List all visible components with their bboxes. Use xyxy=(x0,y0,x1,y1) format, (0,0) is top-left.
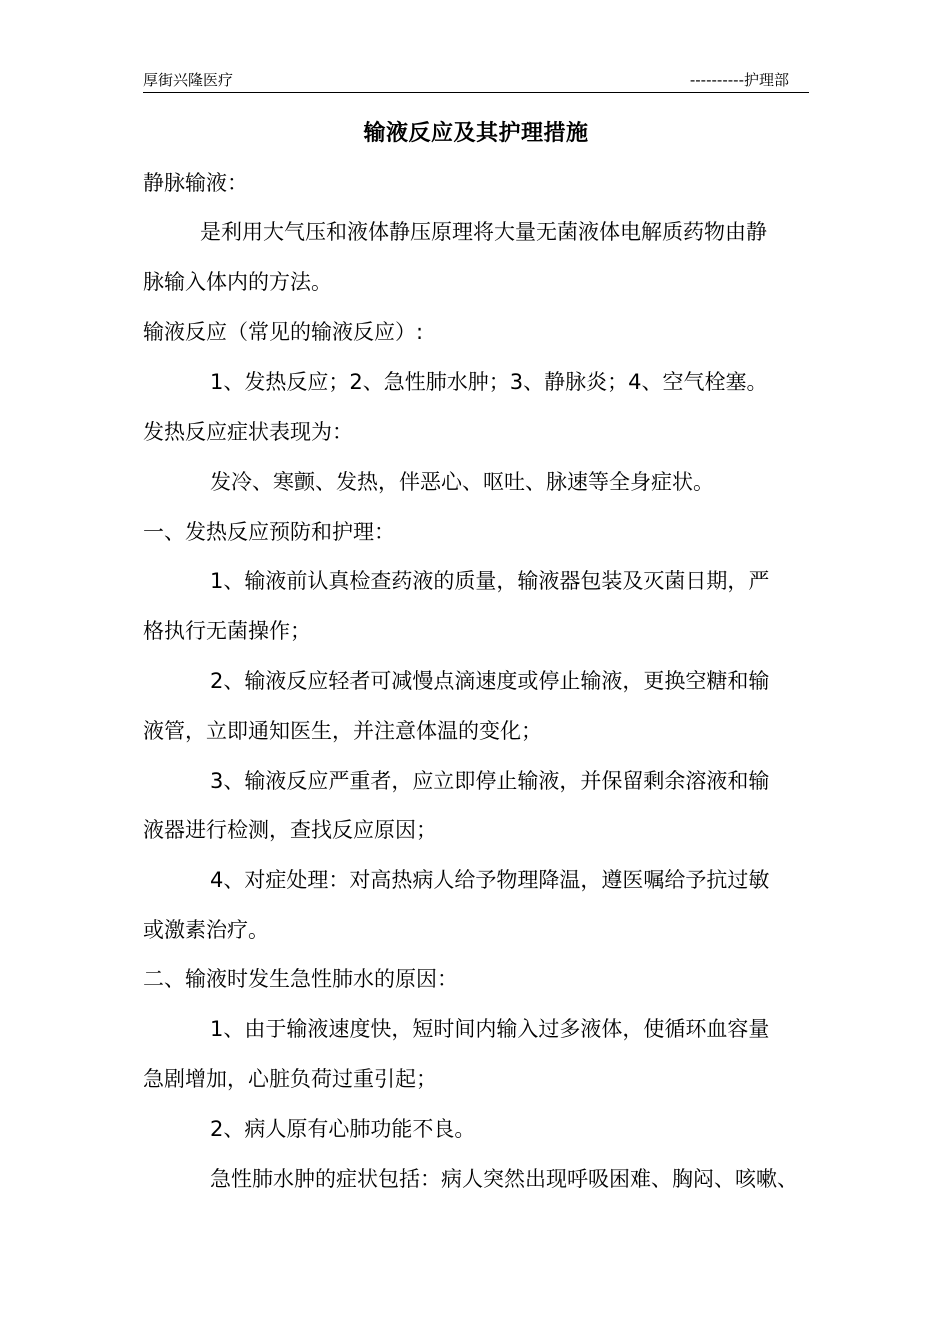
section-heading: 静脉输液： xyxy=(143,171,248,195)
list-item: 4、对症处理：对高热病人给予物理降温，遵医嘱给予抗过敏 xyxy=(210,868,770,892)
list-item-continuation: 液管，立即通知医生，并注意体温的变化； xyxy=(143,719,542,743)
paragraph-line: 急性肺水肿的症状包括：病人突然出现呼吸困难、胸闷、咳嗽、 xyxy=(210,1167,798,1191)
list-item-continuation: 急剧增加，心脏负荷过重引起； xyxy=(143,1067,437,1091)
list-item-continuation: 液器进行检测，查找反应原因； xyxy=(143,818,437,842)
section-heading: 发热反应症状表现为： xyxy=(143,420,353,444)
section-heading: 一、发热反应预防和护理： xyxy=(143,520,395,544)
list-item: 2、输液反应轻者可减慢点滴速度或停止输液，更换空糖和输 xyxy=(210,669,770,693)
document-title: 输液反应及其护理措施 xyxy=(363,121,589,146)
paragraph-line: 发冷、寒颤、发热，伴恶心、呕吐、脉速等全身症状。 xyxy=(210,470,714,494)
list-item: 1、发热反应；2、急性肺水肿；3、静脉炎；4、空气栓塞。 xyxy=(210,370,768,394)
paragraph-line: 脉输入体内的方法。 xyxy=(143,270,332,294)
list-item: 1、由于输液速度快，短时间内输入过多液体，使循环血容量 xyxy=(210,1017,770,1041)
paragraph-line: 是利用大气压和液体静压原理将大量无菌液体电解质药物由静 xyxy=(200,220,767,244)
list-item-continuation: 或激素治疗。 xyxy=(143,918,269,942)
header-department: ----------护理部 xyxy=(689,71,789,89)
list-item: 1、输液前认真检查药液的质量，输液器包装及灭菌日期，严 xyxy=(210,569,770,593)
list-item: 2、病人原有心肺功能不良。 xyxy=(210,1117,476,1141)
list-item-continuation: 格执行无菌操作； xyxy=(143,619,311,643)
section-heading: 输液反应（常见的输液反应）: xyxy=(143,320,424,344)
header-organization: 厚街兴隆医疗 xyxy=(143,71,234,89)
section-heading: 二、输液时发生急性肺水的原因： xyxy=(143,967,458,991)
list-item: 3、输液反应严重者，应立即停止输液，并保留剩余溶液和输 xyxy=(210,769,770,793)
page-header xyxy=(143,66,809,93)
